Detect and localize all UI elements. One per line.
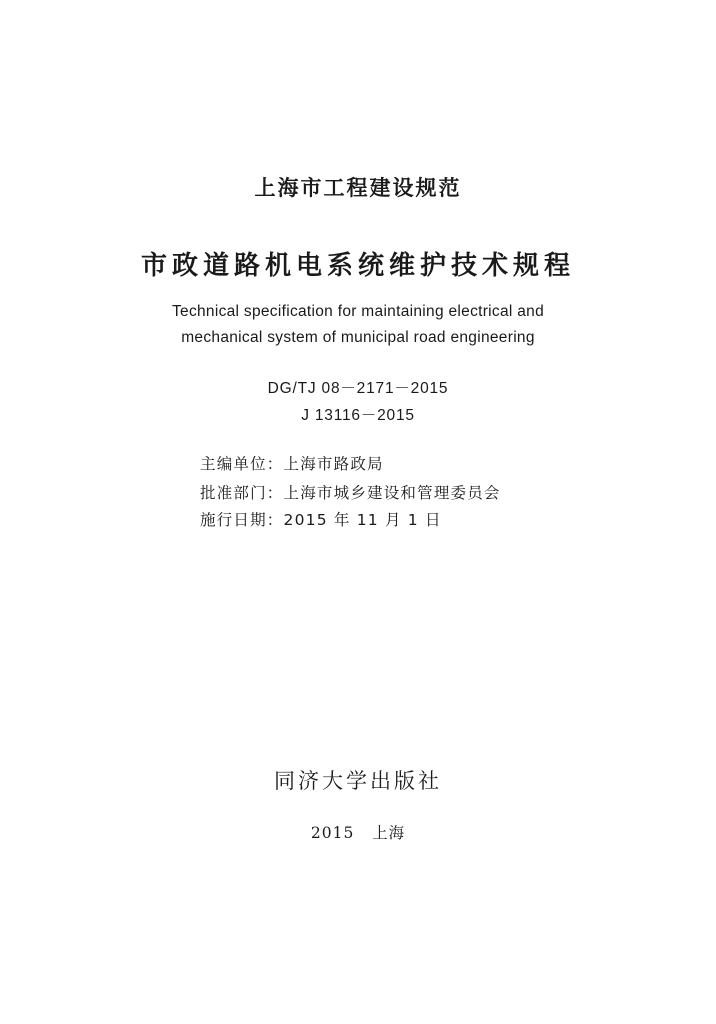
- standard-series: 上海市工程建设规范: [254, 176, 462, 200]
- title-english-line-1: Technical specification for maintaining electrical and: [171, 303, 545, 320]
- publication-date-place: 2015 上海: [310, 824, 406, 842]
- title-chinese: 市政道路机电系统维护技术规程: [140, 251, 575, 281]
- approval-dept-row: [200, 481, 501, 503]
- approval-dept-value: 上海市城乡建设和管理委员会: [283, 484, 501, 502]
- standard-code: DG/TJ 08－2171－2015: [267, 380, 449, 397]
- effective-date-row: [200, 508, 442, 530]
- effective-date-value: 2015 年 11 月 1 日: [283, 511, 442, 529]
- title-english-line-2: mechanical system of municipal road engineering: [181, 329, 535, 346]
- chief-editor-row: [200, 452, 384, 474]
- effective-date-label: 施行日期：: [200, 511, 284, 529]
- publisher-name: 同济大学出版社: [274, 769, 442, 793]
- record-code: J 13116－2015: [301, 407, 415, 424]
- chief-editor-value: 上海市路政局: [283, 455, 384, 473]
- chief-editor-label: 主编单位：: [200, 455, 284, 473]
- approval-dept-label: 批准部门：: [200, 484, 284, 502]
